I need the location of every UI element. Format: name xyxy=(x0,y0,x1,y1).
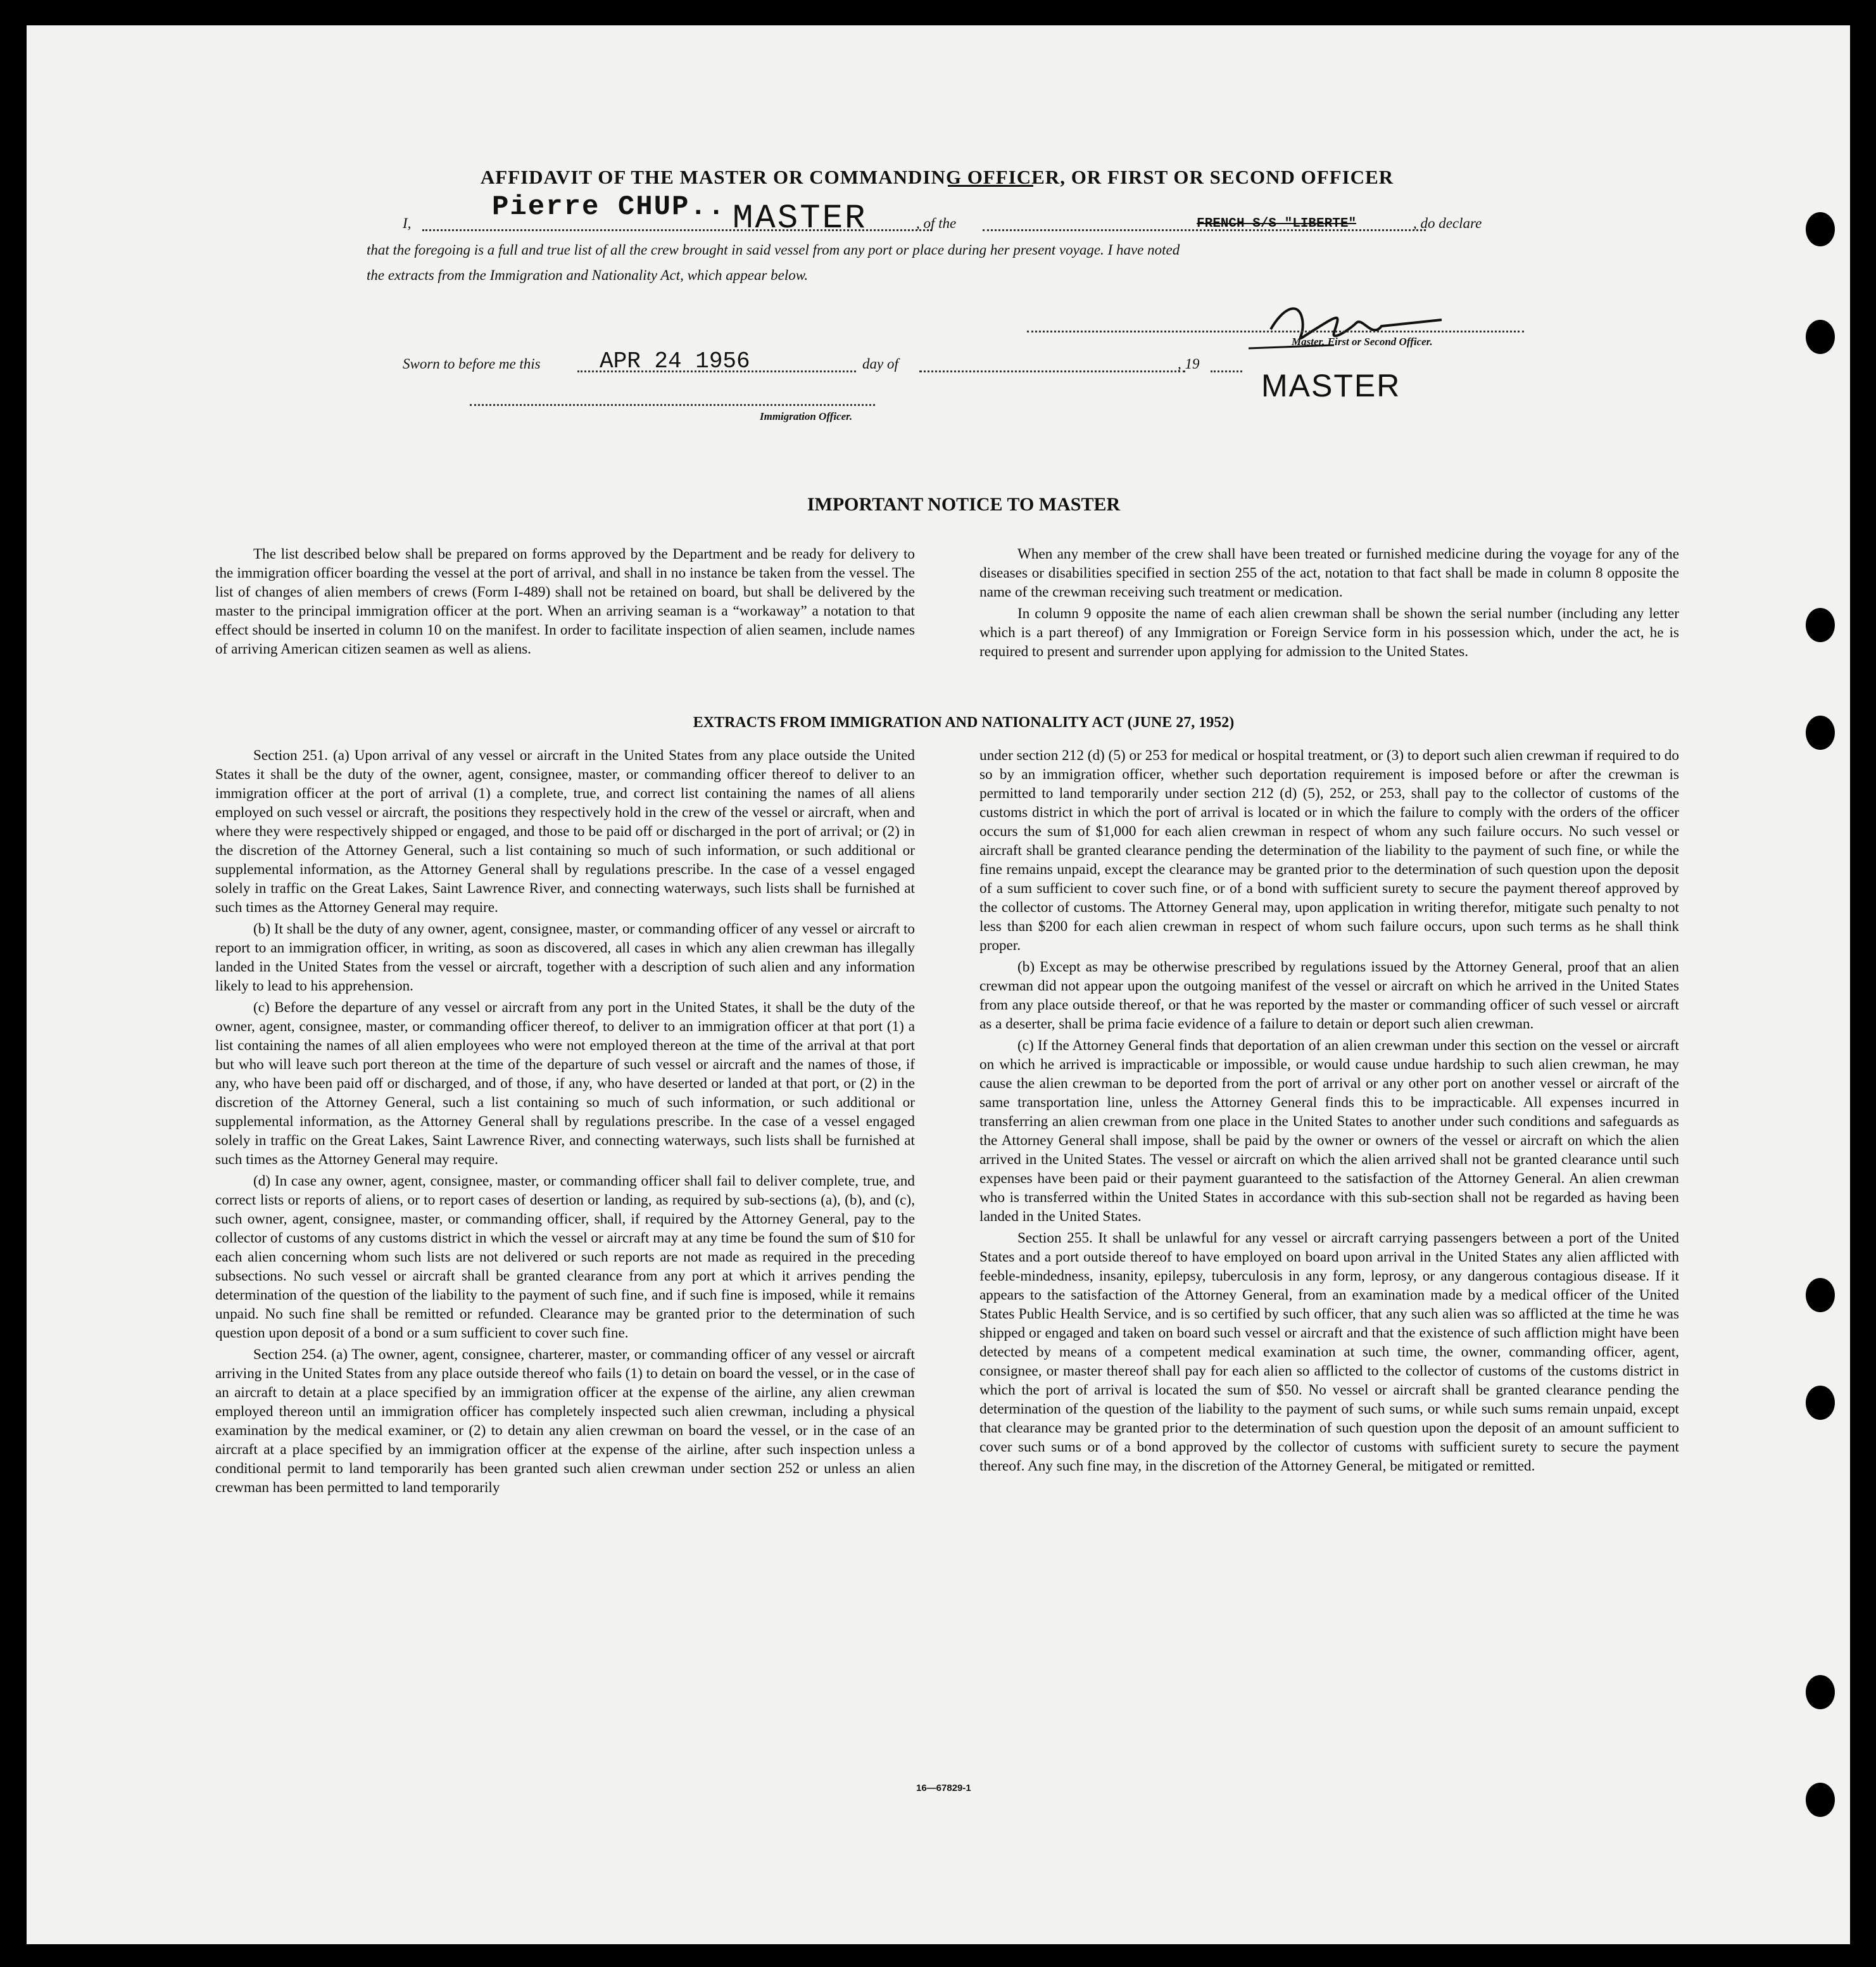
section-251-c: (c) Before the departure of any vessel or aircraft from any port in the United States, it shall be the duty of the owner, agent, consignee, master, or commanding officer thereof, to deliver to an immigration officer at that port (1) a list containing the names of all alien employees who were not employed thereon at the time of the arrival at that port but who will leave such port thereon at the time of the departure of such vessel or aircraft and the names of those, if any, who have been paid off or discharged, and of those, if any, who have deserted or landed at that port, or (2) in the discretion of the Attorney General, such a list containing so much of such information, or such additional or supplemental information, as the Attorney General shall by regulations prescribe. In the case of a vessel engaged solely in traffic on the Great Lakes, Saint Lawrence River, and connecting waterways, such lists shall be furnished at such times as the Attorney General may require. xyxy=(215,999,915,1168)
document-page xyxy=(27,25,1850,1944)
of-the-label: , of the xyxy=(916,215,957,231)
year-label: , 19 xyxy=(1178,356,1200,372)
section-254-a-continued: under section 212 (d) (5) or 253 for medical or hospital treatment, or (3) to deport such alien crewman if required to do so by an immigration officer, whether such deportation requirement is imposed before or after the crewman is permitted to land temporarily under section 212 (d) (5), 252, or 253, shall pay to the collector of customs of the customs district in which the port of arrival is located or in which the failure to comply with the orders of the officer occurs the sum of $1,000 for each alien crewman in respect of whom any such failure occurs. No such vessel or aircraft shall be granted clearance pending the determination of the liability to the payment of such fine, or while the fine remains unpaid, except the clearance may be granted prior to the determination of such question upon the deposit of a sum sufficient to cover such fine, or of a bond with sufficient surety to secure the payment thereof approved by the collector of customs. The Attorney General may, upon application in writing therefor, mitigate such penalty to not less than $200 for each alien crewman in respect of whom such failure occurs, upon such terms as he shall think proper. xyxy=(979,747,1679,954)
notice-right-paragraph-1: When any member of the crew shall have been treated or furnished medicine during the voyage for any of the diseases or disabilities specified in section 255 of the act, notation to that fact shall be made in column 8 opposite the name of the crewman receiving such treatment or medication. xyxy=(979,546,1679,600)
day-line xyxy=(919,370,1185,372)
section-254-c: (c) If the Attorney General finds that deportation of an alien crewman under this section on the vessel or aircraft on which he arrived is impracticable or impossible, or would cause undue hardship to such alien crewman, he may cause the alien crewman to be deported from the port of arrival or any other port on another vessel or aircraft of the same transportation line, unless the Attorney General finds this to be impracticable. All expenses incurred in transferring an alien crewman from one place in the United States to another under such conditions and safeguards as the Attorney General shall impose, shall be paid by the owner or owners of the vessel or aircraft on which the alien arrived in the United States. The vessel or aircraft on which the alien arrived shall not be granted clearance until such expenses have been paid or their payment guaranteed to the satisfaction of the Attorney General. An alien crewman who is transferred within the United States in accordance with this sub-section shall not be regarded as having been landed in the United States. xyxy=(979,1037,1679,1225)
section-251-a: Section 251. (a) Upon arrival of any vessel or aircraft in the United States from any place outside the United States it shall be the duty of the owner, agent, consignee, master, or commanding officer thereof to deliver to an immigration officer at the port of arrival (1) a complete, true, and correct list containing the names of all aliens employed on such vessel or aircraft, the positions they respectively hold in the crew of the vessel or aircraft, when and where they were respectively shipped or engaged, and those to be paid off or discharged in the port of arrival; or (2) in the discretion of the Attorney General, such a list containing so much of such information, or such additional or supplemental information, as the Attorney General shall by regulations prescribe. In the case of a vessel engaged solely in traffic on the Great Lakes, Saint Lawrence River, and connecting waterways, such lists shall be furnished at such times as the Attorney General may require. xyxy=(215,747,915,916)
officer-caption: Immigration Officer. xyxy=(760,410,853,422)
binder-hole xyxy=(1806,1386,1835,1420)
do-declare-label: , do declare xyxy=(1413,215,1482,231)
form-number: 16—67829-1 xyxy=(916,1783,971,1793)
notice-title: IMPORTANT NOTICE TO MASTER xyxy=(807,494,1121,515)
signature-caption: Master, First or Second Officer. xyxy=(1292,336,1433,348)
section-255: Section 255. It shall be unlawful for any vessel or aircraft carrying passengers between a port of the United States and a port outside thereof to have employed on board upon arrival in the United States any alien afflicted with feeble-mindedness, insanity, epilepsy, tuberculosis in any form, leprosy, or any dangerous contagious disease. If it appears to the satisfaction of the Attorney General, from an examination made by a medical officer of the United States Public Health Service, and is so certified by such officer, that any such alien was so afflicted at the time he was shipped or engaged and taken on board such vessel or aircraft and that the existence of such affliction might have been detected by means of a competent medical examination at such time, the owner, commanding officer, agent, consignee, or master thereof shall pay for each alien so afflicted to the collector of customs of the customs district in which the port of arrival is located the sum of $50. No vessel or aircraft shall be granted clearance pending the determination of the question of the liability to the payment of such sums, or while such sums remain unpaid, except that clearance may be granted prior to the determination of such question upon the deposit of an amount sufficient to cover such sums or of a bond approved by the collector of customs with sufficient surety to secure the payment thereof. Any such fine may, in the discretion of the Attorney General, be mitigated or remitted. xyxy=(979,1230,1679,1474)
officer-line xyxy=(470,404,875,406)
notice-right-paragraph-2: In column 9 opposite the name of each alien crewman shall be shown the serial number (including any letter which is a part thereof) of any Immigration or Foreign Service form in his possession which, under the act, he is required to present and surrender upon applying for admission to the United States. xyxy=(979,605,1679,660)
notice-right-column xyxy=(979,545,1679,661)
declaration-line-1: that the foregoing is a full and true list of all the crew brought in said vessel from any port or place during her present voyage. I have noted xyxy=(367,242,1180,258)
sworn-date: APR 24 1956 xyxy=(600,348,750,374)
year-line xyxy=(1211,370,1242,372)
section-254-b: (b) Except as may be otherwise prescribed by regulations issued by the Attorney General, proof that an alien crewman did not appear upon the outgoing manifest of the vessel or aircraft on which he arrived in the United States from any place outside thereof, or that he was reported by the master or commanding officer of such vessel or aircraft as a deserter, shall be prima facie evidence of a failure to detain or deport such alien crewman. xyxy=(979,959,1679,1032)
prefix-i: I, xyxy=(403,215,412,231)
section-251-b: (b) It shall be the duty of any owner, agent, consignee, master, or commanding officer of any vessel or aircraft to report to an immigration officer, in writing, as soon as discovered, all cases in which any alien crewman has illegally landed in the United States from the vessel or aircraft, together with a description of such alien and any information likely to lead to his apprehension. xyxy=(215,921,915,994)
binder-hole xyxy=(1806,320,1835,354)
extracts-title: EXTRACTS FROM IMMIGRATION AND NATIONALITY ACT (JUNE 27, 1952) xyxy=(693,714,1235,731)
typed-rank-2: MASTER xyxy=(1261,368,1401,403)
day-of-label: day of xyxy=(862,356,898,372)
typed-name: Pierre CHUP.. xyxy=(492,191,726,223)
binder-hole xyxy=(1806,608,1835,642)
signature-line xyxy=(1027,331,1524,332)
binder-hole xyxy=(1806,1278,1835,1312)
binder-hole xyxy=(1806,212,1835,246)
binder-hole xyxy=(1806,716,1835,750)
extracts-right-column xyxy=(979,746,1679,1476)
signature-image xyxy=(1245,294,1454,358)
typed-rank: MASTER xyxy=(733,199,867,238)
affidavit-title: AFFIDAVIT OF THE MASTER OR COMMANDING OFFICER, OR FIRST OR SECOND OFFICER xyxy=(480,166,1394,188)
binder-hole xyxy=(1806,1675,1835,1709)
sworn-label: Sworn to before me this xyxy=(403,356,541,372)
notice-left-column xyxy=(215,545,915,659)
declaration-line-2: the extracts from the Immigration and Nationality Act, which appear below. xyxy=(367,267,809,283)
title-underline xyxy=(948,185,1033,187)
section-251-d: (d) In case any owner, agent, consignee, master, or commanding officer shall fail to deliver complete, true, and correct lists or reports of aliens, or to report cases of desertion or landing, as required by sub-sections (a), (b), and (c), such owner, agent, consignee, master, or commanding officer, shall, if required by the Attorney General, pay to the collector of customs of any customs district in which the vessel or aircraft may at any time be found the sum of $10 for each alien concerning whom such lists are not delivered or such reports are not made as required in the preceding subsections. No such vessel or aircraft shall be granted clearance from any port at which it arrives pending the determination of the question of the liability to the payment of such fine, and if such fine is imposed, while it remains unpaid. No such fine shall be remitted or refunded. Clearance may be granted prior to the determination of such question upon deposit of a bond or a sum sufficient to cover such fine. xyxy=(215,1173,915,1341)
notice-left-paragraph: The list described below shall be prepared on forms approved by the Department and be ready for delivery to the immigration officer boarding the vessel at the port of arrival, and shall in no instance be taken from the vessel. The list of changes of alien members of crews (Form I-489) shall not be retained on board, but shall be delivered by the master to the principal immigration officer at the port. When an arriving seaman is a “workaway” a notation to that effect should be inserted in column 10 on the manifest. In order to facilitate inspection of alien seamen, include names of arriving American citizen seamen as well as aliens. xyxy=(215,546,915,657)
extracts-left-column xyxy=(215,746,915,1497)
section-254-a: Section 254. (a) The owner, agent, consignee, charterer, master, or commanding officer of any vessel or aircraft arriving in the United States from any place outside thereof who fails (1) to detain on board the vessel, or in the case of an aircraft to detain at a place specified by an immigration officer at the expense of the airline, any alien crewman employed thereon until an immigration officer has completely inspected such alien crewman, including a physical examination by the medical examiner, or (2) to detain any alien crewman on board the vessel, or in the case of an aircraft at a place specified by an immigration officer at the expense of the airline, after such inspection unless a conditional permit to land temporarily has been granted such alien crewman under section 252 or unless an alien crewman has been permitted to land temporarily xyxy=(215,1346,915,1496)
vessel-name: FRENCH S/S "LIBERTE" xyxy=(1197,217,1357,231)
binder-hole xyxy=(1806,1783,1835,1817)
